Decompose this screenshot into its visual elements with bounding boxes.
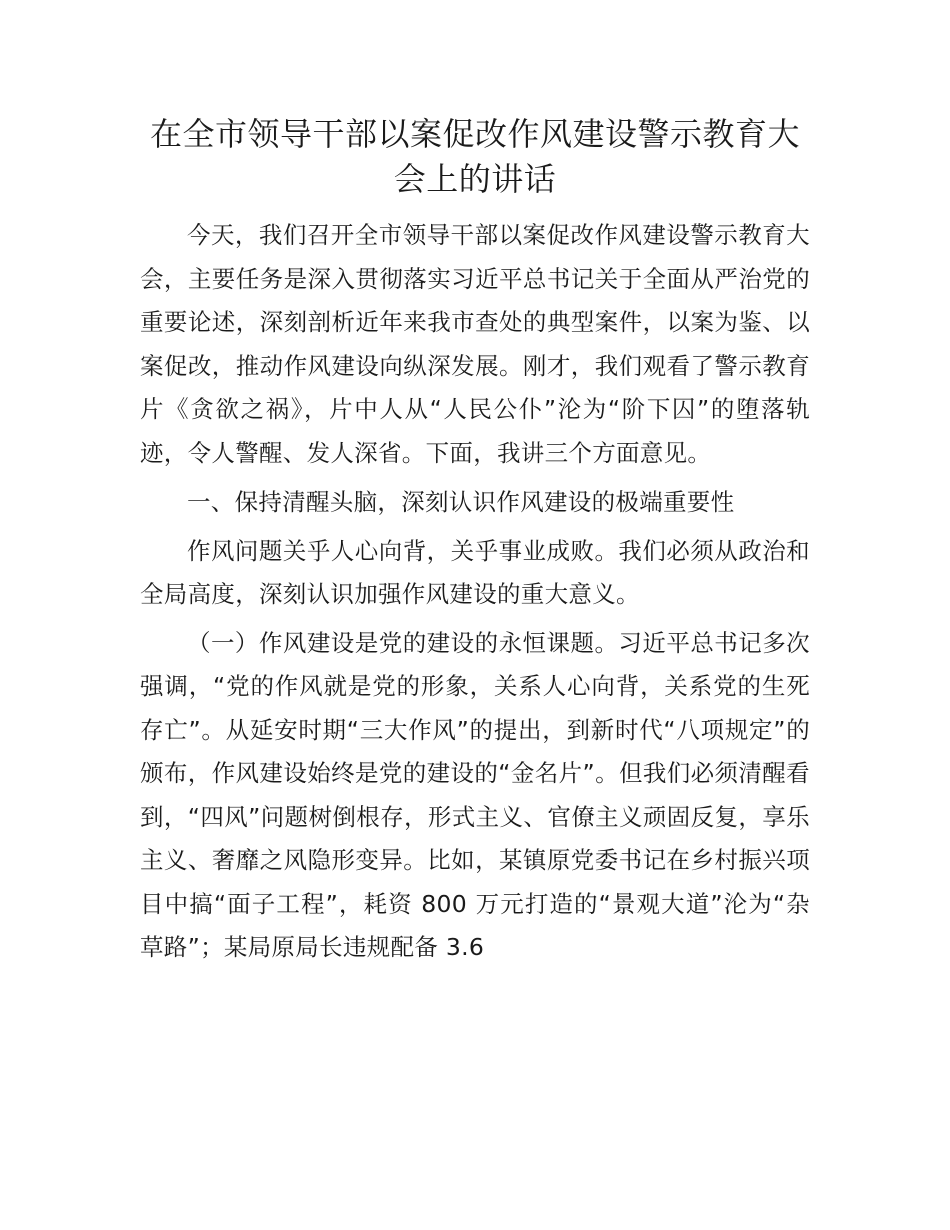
- section-heading-1: 一、保持清醒头脑，深刻认识作风建设的极端重要性: [187, 488, 735, 516]
- document-title: 在全市领导干部以案促改作风建设警示教育大会上的讲话: [149, 115, 800, 198]
- paragraph-section-1-lead: 作风问题关乎人心向背，关乎事业成败。我们必须从政治和全局高度，深刻认识加强作风建设的重大意义。: [140, 536, 810, 608]
- document-body: [140, 214, 810, 970]
- paragraph-intro: 今天，我们召开全市领导干部以案促改作风建设警示教育大会，主要任务是深入贯彻落实习近平总书记关于全面从严治党的重要论述，深刻剖析近年来我市查处的典型案件，以案为鉴、以案促改，推动作风建设向纵深发展。刚才，我们观看了警示教育片《贪欲之祸》，片中人从“人民公仆”沦为“阶下囚”的堕落轨迹，令人警醒、发人深省。下面，我讲三个方面意见。: [140, 221, 810, 467]
- paragraph-subsection-1: （一）作风建设是党的建设的永恒课题。习近平总书记多次强调，“党的作风就是党的形象，关系人心向背，关系党的生死存亡”。从延安时期“三大作风”的提出，到新时代“八项规定”的颁布，作风建设始终是党的建设的“金名片”。但我们必须清醒看到，“四风”问题树倒根存，形式主义、官僚主义顽固反复，享乐主义、奢靡之风隐形变异。比如，某镇原党委书记在乡村振兴项目中搞“面子工程”，耗资 800 万元打造的“景观大道”沦为“杂草路”；某局原局长违规配备 3.6: [140, 628, 810, 961]
